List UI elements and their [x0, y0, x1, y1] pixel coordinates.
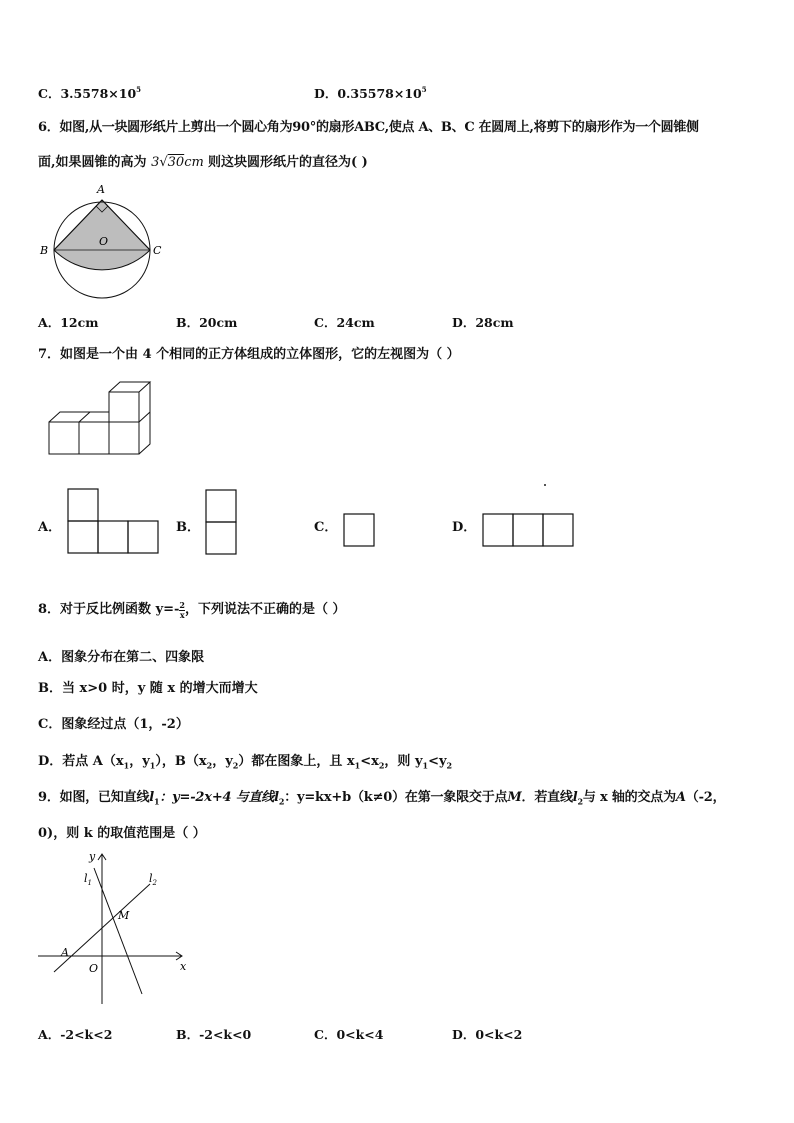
q9-label-x: x — [180, 960, 187, 973]
q9-label-l1-sub: 1 — [87, 879, 92, 887]
q6-option-c: C．24cm — [314, 315, 375, 330]
q6-height-coef: 3 — [151, 155, 160, 170]
q7-a-square-1 — [68, 521, 98, 553]
q9-l2-b: l — [572, 790, 578, 805]
q9-label-y: y — [89, 850, 96, 863]
q7-cube-front-1 — [49, 422, 79, 454]
q6-option-d: D．28cm — [452, 315, 514, 330]
q6-height-unit: cm — [184, 155, 204, 170]
q9-l1-sub: 1 — [154, 796, 160, 807]
q7-option-c-figure — [342, 512, 376, 548]
q7-cube-front-2 — [79, 422, 109, 454]
q8-option-d — [38, 750, 452, 771]
q6-option-a: A．12cm — [38, 315, 99, 330]
q7-cube-top-top — [109, 382, 150, 392]
q9-m: M — [507, 790, 522, 805]
q8-d-sub-d: 2 — [232, 760, 239, 771]
q9-l2: l — [274, 790, 279, 805]
q8-d-sub-a: 1 — [123, 760, 130, 771]
option-d-prev — [314, 84, 427, 102]
q7-option-d-label: D． — [452, 520, 477, 535]
q8-option-c: C．图象经过点（1，-2） — [38, 717, 189, 732]
q9-line1-f: （-2， — [685, 790, 726, 805]
q8-option-b: B．当 x>0 时，y 随 x 的增大而增大 — [38, 681, 258, 696]
q7-cube-top-faces — [49, 412, 109, 422]
q9-option-b: B．-2<k<0 — [176, 1027, 252, 1042]
q9-figure — [34, 848, 194, 1008]
q9-a: A — [675, 790, 686, 805]
q6-height-expr: 3√30cm — [151, 155, 204, 170]
q7-option-b-label: B． — [176, 520, 200, 535]
q7-d-square-1 — [483, 514, 513, 546]
q6-line2-b: 则这块圆形纸片的直径为( ) — [207, 155, 368, 170]
q8-option-a: A．图象分布在第二、四象限 — [38, 650, 205, 665]
q7-cube-front-top — [109, 392, 139, 422]
q7-solid-figure — [44, 378, 160, 458]
q9-l2-b-sub: 2 — [577, 796, 583, 807]
q7-c-square — [344, 514, 374, 546]
q7-option-a-label: A． — [38, 520, 62, 535]
q6-figure — [34, 180, 174, 300]
q7-b-square-top — [206, 490, 236, 522]
q9-option-d: D．0<k<2 — [452, 1027, 523, 1042]
q7-option-c-label: C． — [314, 520, 338, 535]
q8-d-5: ）都在图象上，且 x — [238, 754, 355, 769]
q6-label-c: C — [153, 244, 162, 257]
q8-stem — [38, 598, 346, 620]
q6-stem-line2 — [38, 151, 368, 170]
q8-d-2: ，y — [129, 754, 150, 769]
q9-option-a: A．-2<k<2 — [38, 1027, 113, 1042]
q9-line1-a: 9．如图，已知直线 — [38, 790, 150, 805]
q8-d-sub-c: 2 — [206, 760, 213, 771]
q6-option-b: B．20cm — [176, 315, 238, 330]
option-c-prev-exp: 5 — [136, 85, 142, 94]
q6-line2-a: 面,如果圆锥的高为 — [38, 155, 147, 170]
q9-line1-e: 与 x 轴的交点为 — [582, 790, 676, 805]
q8-d-sub-f: 2 — [378, 760, 385, 771]
q6-label-a: A — [97, 183, 105, 196]
q8-d-8: <y — [428, 754, 447, 769]
q7-a-square-2 — [98, 521, 128, 553]
q9-label-l2 — [149, 872, 158, 887]
q6-stem-line1: 6．如图,从一块圆形纸片上剪出一个圆心角为90°的扇形ABC,使点 A、B、C 在圆周上,将剪下的扇形作为一个圆锥侧 — [38, 120, 699, 135]
q9-line1-d: ．若直线 — [521, 790, 573, 805]
q8-d-sub-h: 2 — [446, 760, 453, 771]
q9-stem-line1 — [38, 786, 725, 807]
q7-a-square-top — [68, 489, 98, 521]
q9-line-l1 — [94, 868, 142, 994]
stray-dot — [544, 484, 546, 486]
q7-option-d-figure — [481, 512, 577, 548]
q9-label-l1 — [84, 872, 92, 887]
q9-option-c: C．0<k<4 — [314, 1027, 384, 1042]
q7-d-square-3 — [543, 514, 573, 546]
q9-l2-sub: 2 — [278, 796, 285, 807]
q9-label-l2-text: l — [149, 872, 153, 885]
q9-l1: l — [149, 790, 154, 805]
q9-line1-b: ：y=-2x+4 与直线 — [159, 790, 275, 805]
q6-label-b: B — [40, 244, 49, 257]
q7-option-b-figure — [204, 488, 238, 556]
option-c-prev-text: C．3.5578×10 — [38, 86, 137, 101]
option-d-prev-exp: 5 — [421, 85, 427, 94]
q8-d-4: ，y — [212, 754, 233, 769]
q7-cube-front-3 — [109, 422, 139, 454]
q9-label-o: O — [89, 962, 99, 975]
q7-stem: 7．如图是一个由 4 个相同的正方体组成的立体图形，它的左视图为（ ） — [38, 347, 460, 362]
q8-d-sub-b: 1 — [149, 760, 156, 771]
q7-option-a-figure — [66, 487, 162, 555]
q8-frac-den: x — [179, 610, 185, 620]
option-c-prev — [38, 84, 141, 102]
q8-d-sub-e: 1 — [354, 760, 361, 771]
q7-b-square-bottom — [206, 522, 236, 554]
q8-d-6: <x — [360, 754, 379, 769]
q6-label-o: O — [99, 235, 109, 248]
q8-stem-b: ，下列说法不正确的是（ ） — [185, 602, 346, 617]
q9-label-l2-sub: 2 — [152, 879, 157, 887]
q8-d-1: D．若点 A（x — [38, 754, 124, 769]
option-d-prev-text: D．0.35578×10 — [314, 86, 422, 101]
q6-height-rad: 30 — [167, 155, 185, 170]
q9-label-m: M — [118, 909, 130, 922]
q8-d-7: ，则 y — [384, 754, 423, 769]
q9-line1-c: ：y=kx+b（k≠0）在第一象限交于点 — [284, 790, 508, 805]
q9-label-l1-text: l — [84, 872, 88, 885]
q8-stem-a: 8．对于反比例函数 y=- — [38, 602, 180, 617]
q8-d-sub-g: 1 — [422, 760, 429, 771]
q7-cube-side-faces — [139, 382, 150, 454]
q9-label-a: A — [61, 946, 69, 959]
q9-stem-line2: 0)，则 k 的取值范围是（ ） — [38, 826, 206, 841]
q7-d-square-2 — [513, 514, 543, 546]
q8-d-3: ），B（x — [155, 754, 207, 769]
q7-a-square-3 — [128, 521, 158, 553]
q8-frac-num: 2 — [179, 600, 185, 610]
